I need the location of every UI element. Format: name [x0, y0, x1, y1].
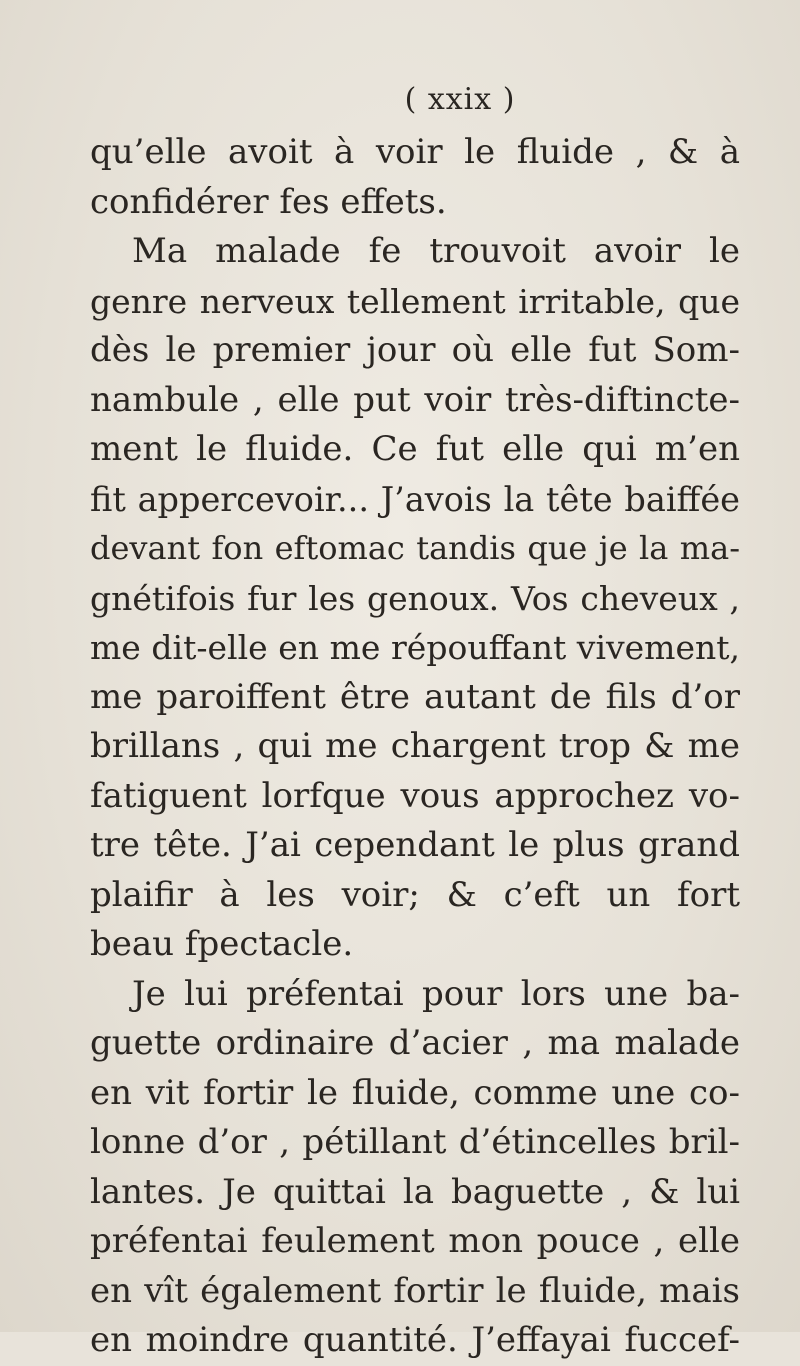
text-line: gnétifois fur les genoux. Vos cheveux ,: [90, 578, 740, 618]
text-line: devant fon eftomac tandis que je la ma-: [90, 529, 740, 567]
text-line: nambule , elle put voir très-diftincte-: [90, 379, 740, 420]
text-line: préfentai feulement mon pouce , elle: [90, 1221, 740, 1261]
text-line: beau fpectacle.: [90, 924, 354, 964]
text-line: me dit-elle en me répouffant vivement,: [90, 628, 740, 667]
text-line: en vit fortir le fluide, comme une co-: [90, 1072, 740, 1113]
text-line: Ma malade fe trouvoit avoir le: [132, 231, 740, 271]
page-number-header: ( xxix ): [404, 82, 516, 117]
text-line: genre nerveux tellement irritable, que: [90, 281, 740, 321]
text-line: dès le premier jour où elle fut Som-: [90, 330, 740, 370]
text-line: brillans , qui me chargent trop & me: [90, 726, 740, 766]
text-line: qu’elle avoit à voir le fluide , & à: [90, 132, 740, 172]
text-line: me paroiffent être autant de fils d’or: [90, 676, 740, 717]
text-line: en vît également fortir le fluide, mais: [90, 1270, 740, 1311]
text-line: ment le fluide. Ce fut elle qui m’en: [90, 429, 740, 469]
text-line: fatiguent lorfque vous approchez vo-: [90, 775, 740, 816]
text-line: guette ordinaire d’acier , ma malade: [90, 1023, 740, 1063]
text-line: tre tête. J’ai cependant le plus grand: [90, 825, 740, 865]
text-line: plaifir à les voir; & c’eft un fort: [90, 874, 740, 915]
text-line: lonne d’or , pétillant d’étincelles bril-: [90, 1122, 740, 1162]
text-line: confidérer fes effets.: [90, 181, 447, 222]
text-line: Je lui préfentai pour lors une ba-: [132, 973, 740, 1014]
text-line: en moindre quantité. J’effayai fuccef-: [90, 1320, 740, 1360]
body-text: [90, 128, 740, 1366]
text-line: fit appercevoir... J’avois la tête baiffée: [90, 479, 740, 519]
text-line: lantes. Je quittai la baguette , & lui: [90, 1171, 740, 1212]
